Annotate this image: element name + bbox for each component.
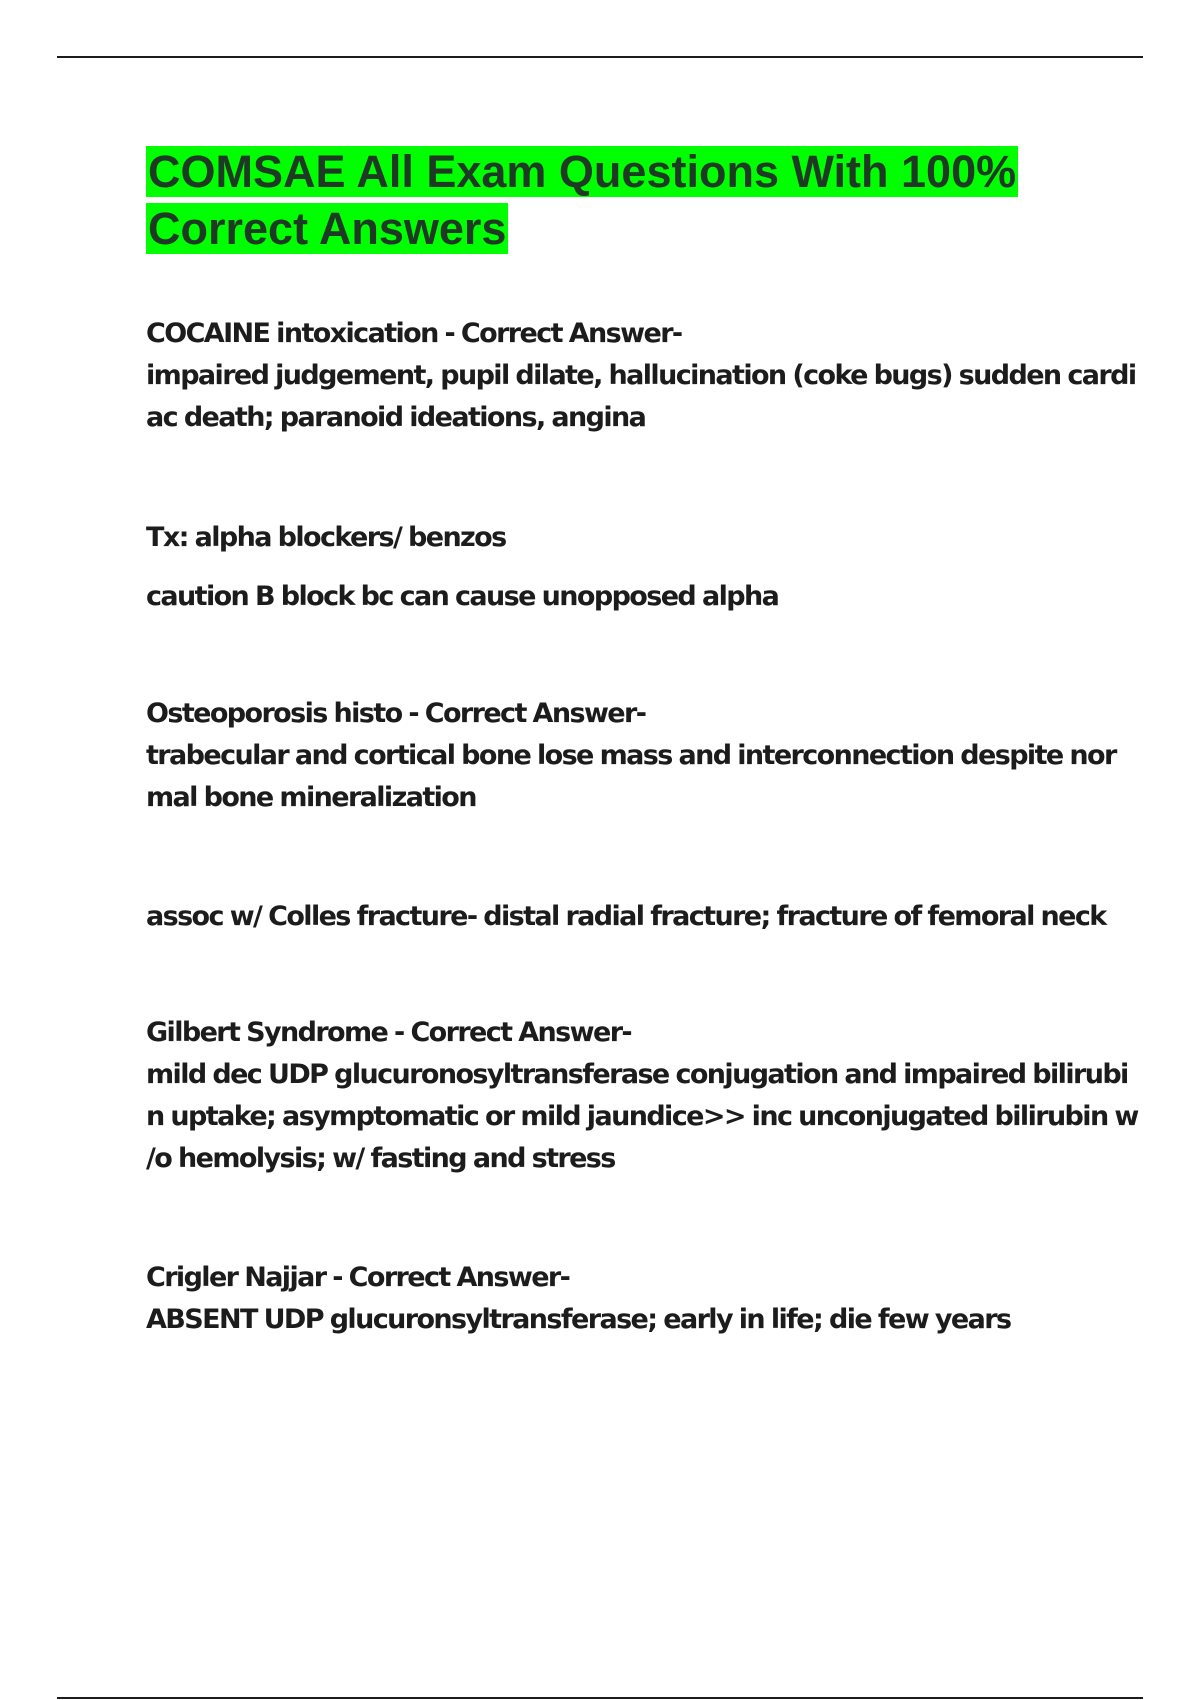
entry-note: caution B block bc can cause unopposed alpha xyxy=(146,581,779,612)
entry-note: assoc w/ Colles fracture- distal radial fracture; fracture of femoral neck xyxy=(146,901,1106,932)
entry-question: Gilbert Syndrome - Correct Answer- xyxy=(146,1017,632,1048)
document-title xyxy=(146,143,1086,257)
title-highlight-line-2: Correct Answers xyxy=(148,203,507,254)
entry-answer-line: n uptake; asymptomatic or mild jaundice>> inc unconjugated bilirubin w xyxy=(146,1101,1138,1132)
entry-gilbert-syndrome xyxy=(146,1012,1138,1180)
entry-note: Tx: alpha blockers/ benzos xyxy=(146,522,506,553)
entry-answer-line: ABSENT UDP glucuronsyltransferase; early in life; die few years xyxy=(146,1304,1011,1335)
entry-osteoporosis-assoc xyxy=(146,896,1106,938)
entry-answer-line: impaired judgement, pupil dilate, hallucination (coke bugs) sudden cardi xyxy=(146,360,1136,391)
entry-crigler-najjar xyxy=(146,1257,1096,1341)
entry-answer-line: mild dec UDP glucuronosyltransferase conjugation and impaired bilirubi xyxy=(146,1059,1128,1090)
entry-cocaine-treatment xyxy=(146,517,1096,559)
bottom-rule xyxy=(57,1697,1143,1699)
entry-question: Osteoporosis histo - Correct Answer- xyxy=(146,698,646,729)
entry-answer-line: /o hemolysis; w/ fasting and stress xyxy=(146,1143,615,1174)
entry-answer-line: mal bone mineralization xyxy=(146,782,476,813)
title-highlight-line-1: COMSAE All Exam Questions With 100% xyxy=(148,146,1017,197)
entry-question: Crigler Najjar - Correct Answer- xyxy=(146,1262,570,1293)
entry-cocaine-caution xyxy=(146,576,1096,618)
entry-question: COCAINE intoxication - Correct Answer- xyxy=(146,318,682,349)
entry-answer-line: trabecular and cortical bone lose mass and interconnection despite nor xyxy=(146,740,1116,771)
entry-osteoporosis-histo xyxy=(146,693,1116,819)
entry-answer-line: ac death; paranoid ideations, angina xyxy=(146,402,646,433)
entry-cocaine-intoxication xyxy=(146,313,1136,439)
top-rule xyxy=(57,56,1143,58)
